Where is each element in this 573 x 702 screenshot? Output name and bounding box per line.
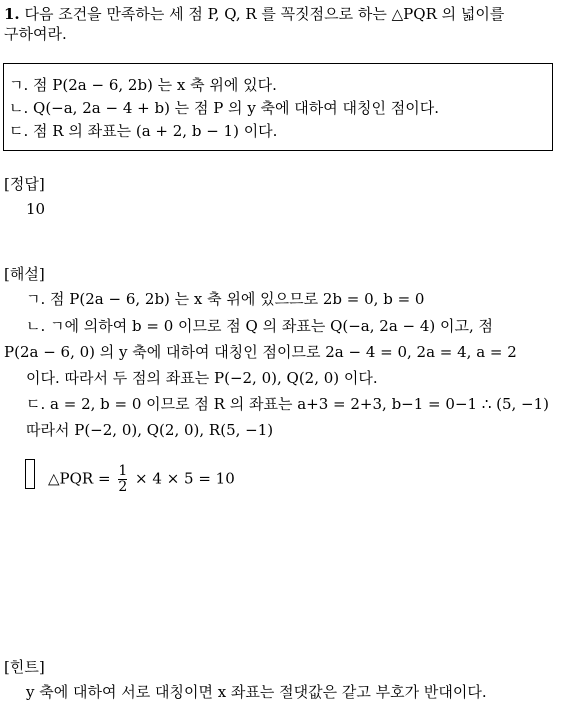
hint-heading: [힌트] (4, 658, 45, 676)
solution-line-4: 이다. 따라서 두 점의 좌표는 P(−2, 0), Q(2, 0) 이다. (26, 369, 378, 387)
checkbox-square (25, 459, 35, 489)
solution-line-6: 따라서 P(−2, 0), Q(2, 0), R(5, −1) (26, 421, 274, 439)
fraction-one-half (118, 464, 127, 495)
solution-line-2: ㄴ. ㄱ에 의하여 b = 0 이므로 점 Q 의 좌표는 Q(−a, 2a − 4) 이고, 점 (26, 317, 494, 335)
condition-1: ㄱ. 점 P(2a − 6, 2b) 는 x 축 위에 있다. (9, 76, 277, 94)
area-suffix: × 4 × 5 = 10 (135, 469, 235, 488)
area-formula (48, 464, 235, 495)
problem-statement-line1 (4, 4, 504, 24)
problem-text: 다음 조건을 만족하는 세 점 P, Q, R 를 꼭짓점으로 하는 △PQR 의 넓이를 (24, 5, 505, 23)
solution-line-3: P(2a − 6, 0) 의 y 축에 대하여 대칭인 점이므로 2a − 4 = 0, 2a = 4, a = 2 (4, 343, 517, 361)
solution-line-5: ㄷ. a = 2, b = 0 이므로 점 R 의 좌표는 a+3 = 2+3, b−1 = 0−1 ∴ (5, −1) (26, 395, 550, 413)
problem-number: 1. (4, 5, 20, 23)
fraction-denominator: 2 (118, 479, 128, 495)
area-prefix: △PQR = (48, 469, 111, 488)
problem-statement-line2: 구하여라. (4, 25, 67, 43)
conditions-box (3, 63, 553, 151)
condition-2: ㄴ. Q(−a, 2a − 4 + b) 는 점 P 의 y 축에 대하여 대칭인 점이다. (9, 99, 440, 117)
condition-3: ㄷ. 점 R 의 좌표는 (a + 2, b − 1) 이다. (9, 122, 278, 140)
solution-line-1: ㄱ. 점 P(2a − 6, 2b) 는 x 축 위에 있으므로 2b = 0, b = 0 (26, 290, 425, 308)
hint-text: y 축에 대하여 서로 대칭이면 x 좌표는 절댓값은 같고 부호가 반대이다. (26, 683, 487, 701)
answer-value: 10 (26, 200, 46, 218)
answer-heading: [정답] (4, 175, 45, 193)
fraction-numerator: 1 (118, 463, 128, 479)
solution-heading: [해설] (4, 265, 45, 283)
